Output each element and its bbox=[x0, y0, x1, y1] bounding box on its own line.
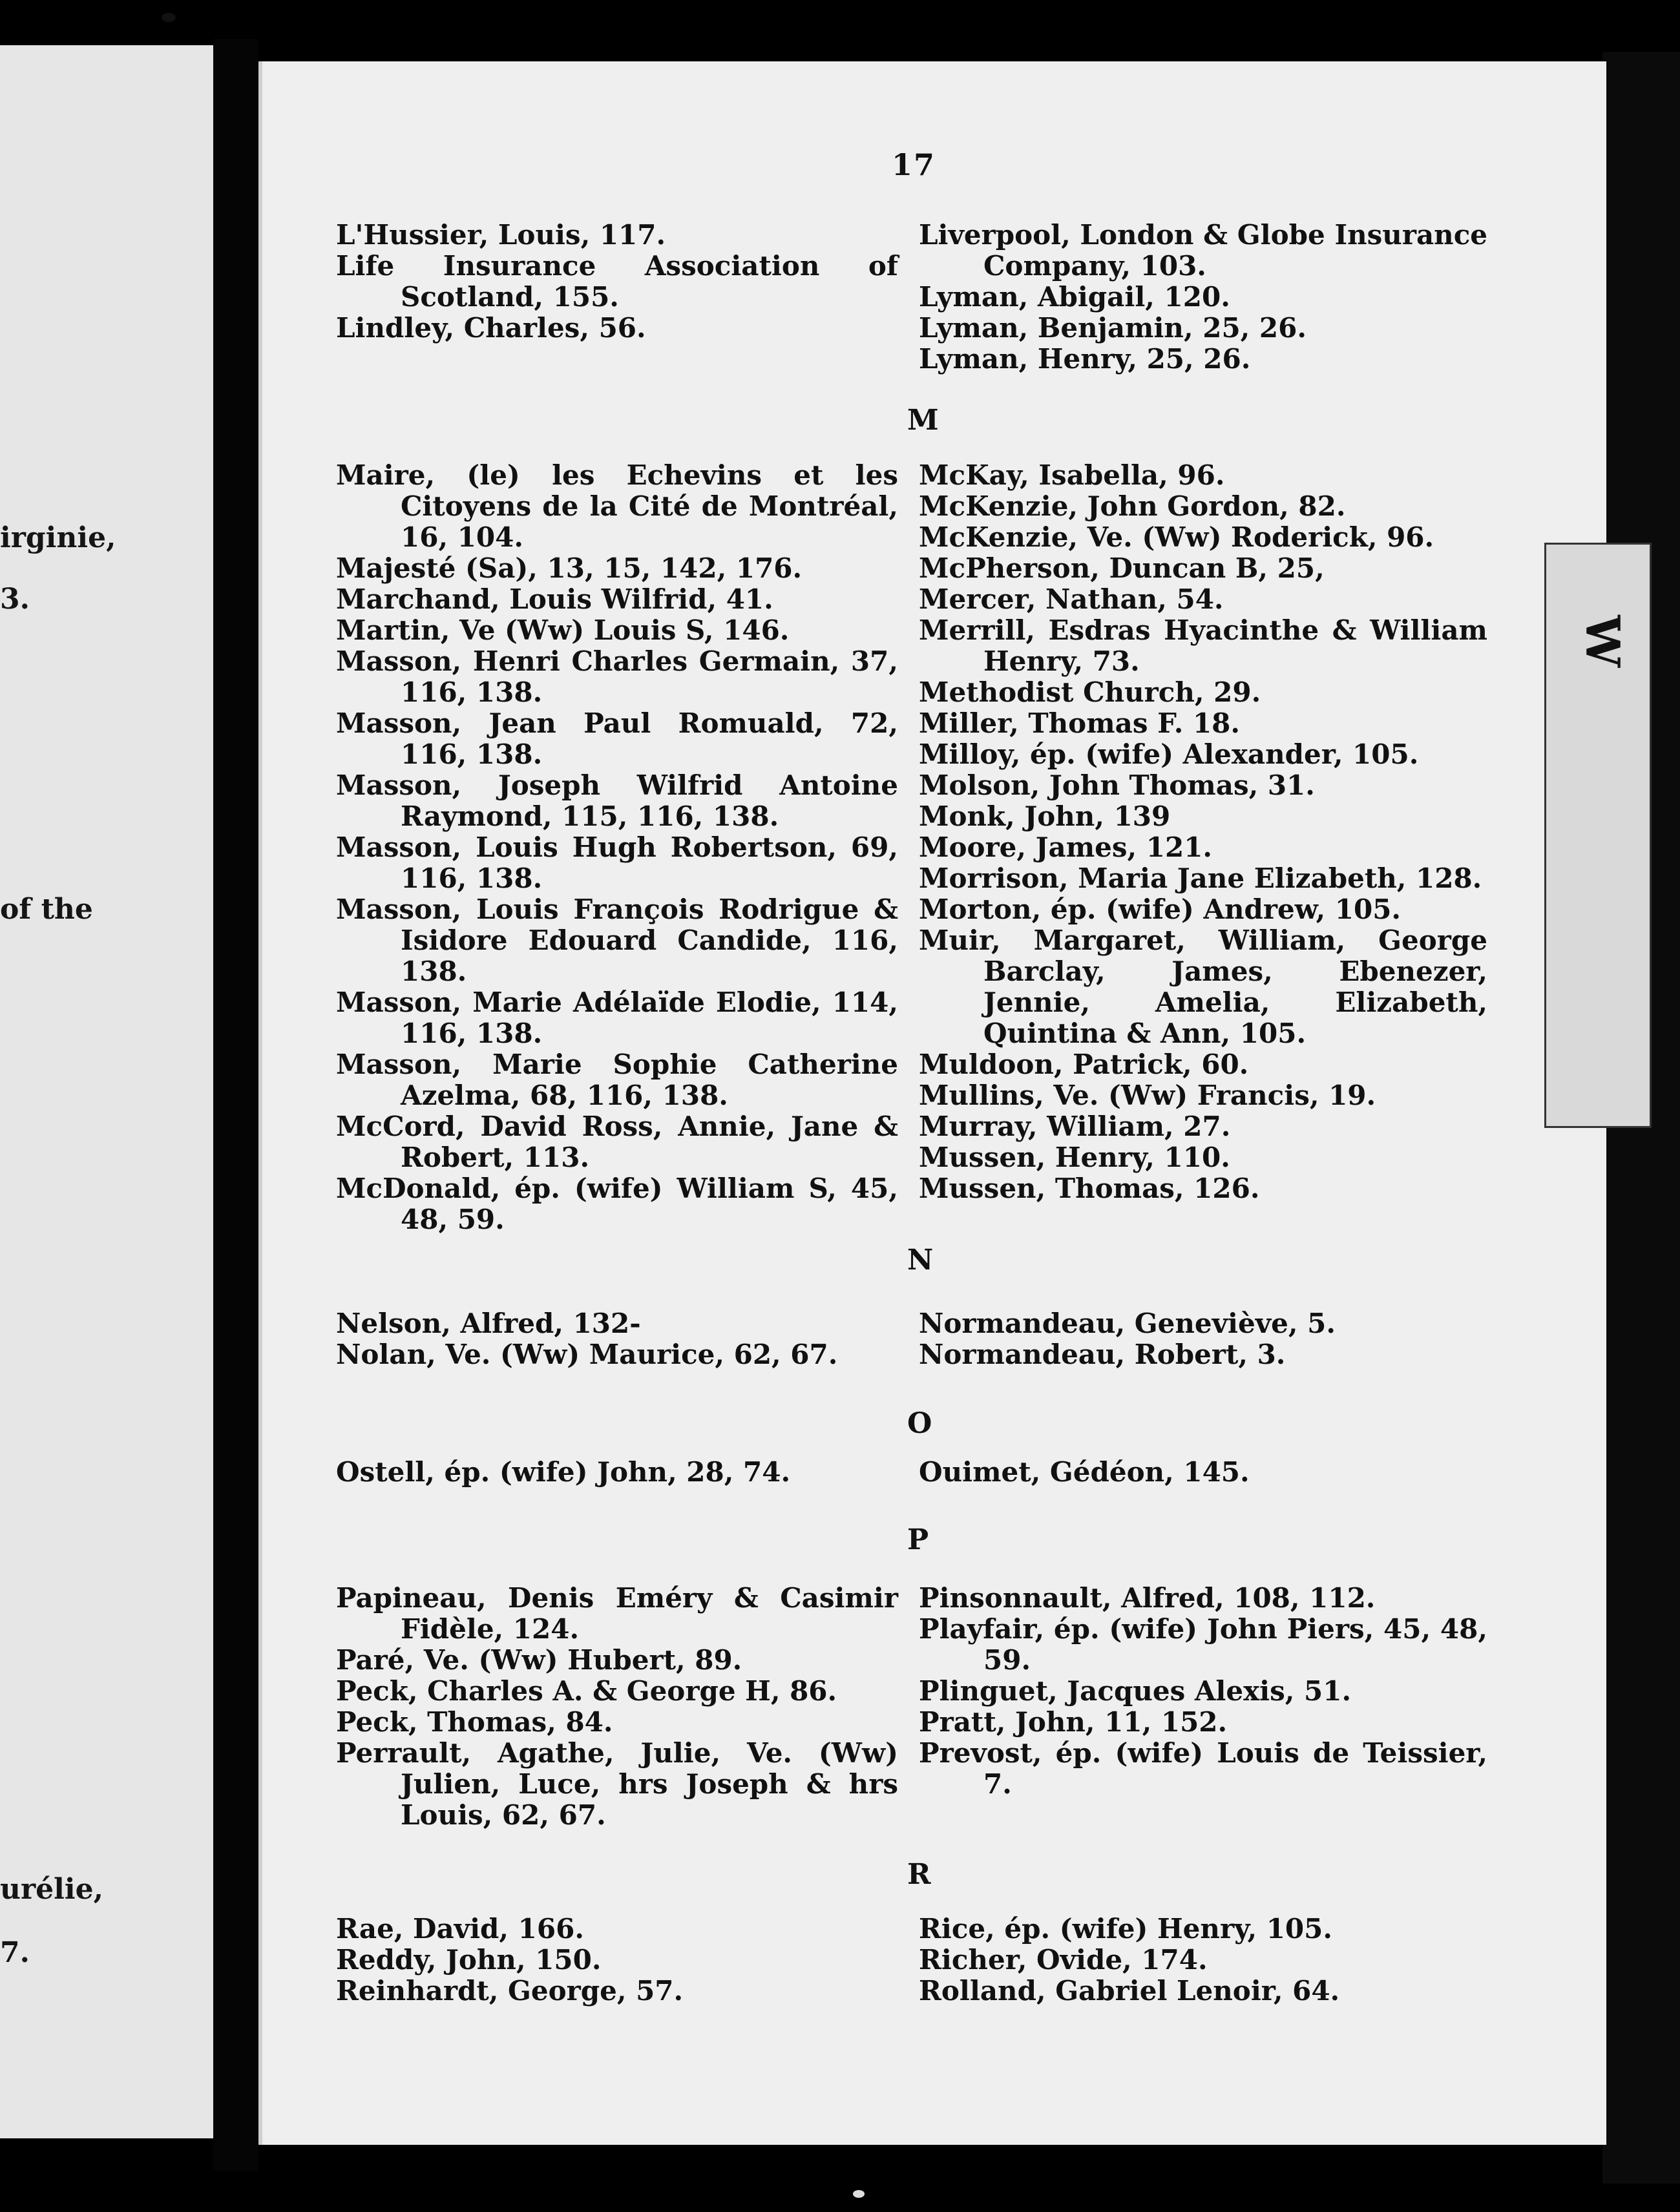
index-entry: Ostell, ép. (wife) John, 28, 74. bbox=[336, 1456, 791, 1488]
index-entry: McKay, Isabella, 96. bbox=[919, 459, 1225, 491]
index-entry: Majesté (Sa), 13, 15, 142, 176. bbox=[336, 552, 803, 584]
index-entry: McCord, David Ross, Annie, Jane & Robert, 113. bbox=[336, 1111, 898, 1173]
index-entry: Pratt, John, 11, 152. bbox=[919, 1706, 1228, 1738]
index-entry: McPherson, Duncan B, 25, bbox=[919, 552, 1325, 584]
scan-speck bbox=[162, 13, 176, 22]
index-entry: Masson, Joseph Wilfrid Antoine Raymond, 115, 116, 138. bbox=[336, 769, 898, 832]
index-entry: Plinguet, Jacques Alexis, 51. bbox=[919, 1675, 1352, 1707]
section-l-left-column bbox=[336, 220, 898, 344]
index-entry: Normandeau, Robert, 3. bbox=[919, 1339, 1286, 1370]
left-page-fragment: 7. bbox=[0, 1936, 30, 1969]
index-entry: Muir, Margaret, William, George Barclay, James, Ebenezer, Jennie, Amelia, Elizabeth, Quintina & Ann, 105. bbox=[919, 924, 1487, 1049]
index-entry: Lyman, Henry, 25, 26. bbox=[919, 343, 1251, 375]
scan-speck bbox=[853, 2190, 865, 2198]
index-entry: Peck, Thomas, 84. bbox=[336, 1706, 613, 1738]
index-entry: Moore, James, 121. bbox=[919, 831, 1213, 863]
index-entry: Marchand, Louis Wilfrid, 41. bbox=[336, 583, 773, 615]
index-entry: Mussen, Henry, 110. bbox=[919, 1142, 1230, 1173]
section-letter-n: N bbox=[907, 1244, 934, 1277]
index-entry: Maire, (le) les Echevins et les Citoyens de la Cité de Montréal, 16, 104. bbox=[336, 459, 898, 553]
index-entry: Peck, Charles A. & George H, 86. bbox=[336, 1675, 837, 1707]
index-entry: Nolan, Ve. (Ww) Maurice, 62, 67. bbox=[336, 1339, 838, 1370]
index-entry: Life Insurance Association of Scotland, 155. bbox=[336, 250, 898, 313]
section-m-right-column bbox=[919, 460, 1487, 1204]
index-entry: Milloy, ép. (wife) Alexander, 105. bbox=[919, 738, 1419, 770]
section-n-right-column bbox=[919, 1308, 1487, 1370]
index-entry: Lyman, Benjamin, 25, 26. bbox=[919, 312, 1307, 344]
section-l-right-column bbox=[919, 220, 1487, 375]
index-entry: Rolland, Gabriel Lenoir, 64. bbox=[919, 1975, 1340, 2007]
index-entry: McKenzie, Ve. (Ww) Roderick, 96. bbox=[919, 521, 1434, 553]
section-o-left-column bbox=[336, 1457, 898, 1488]
section-letter-r: R bbox=[907, 1858, 931, 1891]
left-page-fragment: 3. bbox=[0, 583, 30, 616]
index-entry: Lyman, Abigail, 120. bbox=[919, 281, 1230, 313]
section-r-right-column bbox=[919, 1914, 1487, 2007]
index-entry: Mullins, Ve. (Ww) Francis, 19. bbox=[919, 1080, 1376, 1111]
index-entry: Reinhardt, George, 57. bbox=[336, 1975, 684, 2007]
index-entry: Muldoon, Patrick, 60. bbox=[919, 1049, 1249, 1080]
index-entry: Papineau, Denis Eméry & Casimir Fidèle, 124. bbox=[336, 1582, 898, 1645]
index-entry: L'Hussier, Louis, 117. bbox=[336, 219, 666, 251]
index-entry: Masson, Louis François Rodrigue & Isidore Edouard Candide, 116, 138. bbox=[336, 893, 898, 987]
index-entry: Pinsonnault, Alfred, 108, 112. bbox=[919, 1582, 1376, 1614]
index-entry: Playfair, ép. (wife) John Piers, 45, 48, 59. bbox=[919, 1613, 1487, 1676]
index-entry: Rice, ép. (wife) Henry, 105. bbox=[919, 1913, 1332, 1945]
index-entry: Perrault, Agathe, Julie, Ve. (Ww) Julien, Luce, hrs Joseph & hrs Louis, 62, 67. bbox=[336, 1737, 898, 1831]
index-entry: Rae, David, 166. bbox=[336, 1913, 584, 1945]
index-entry: Normandeau, Geneviève, 5. bbox=[919, 1308, 1336, 1339]
index-entry: Masson, Henri Charles Germain, 37, 116, 138. bbox=[336, 645, 898, 708]
section-p-right-column bbox=[919, 1583, 1487, 1800]
section-n-left-column bbox=[336, 1308, 898, 1370]
index-entry: Merrill, Esdras Hyacinthe & William Henry, 73. bbox=[919, 614, 1487, 677]
index-entry: Ouimet, Gédéon, 145. bbox=[919, 1456, 1250, 1488]
index-entry: Prevost, ép. (wife) Louis de Teissier, 7. bbox=[919, 1737, 1487, 1800]
index-entry: Masson, Marie Adélaïde Elodie, 114, 116, 138. bbox=[336, 986, 898, 1049]
index-entry: Methodist Church, 29. bbox=[919, 676, 1261, 708]
page-number: 17 bbox=[892, 147, 936, 182]
left-page-fragment: irginie, bbox=[0, 521, 116, 554]
index-entry: Nelson, Alfred, 132- bbox=[336, 1308, 641, 1339]
index-entry: Miller, Thomas F. 18. bbox=[919, 707, 1241, 739]
index-entry: Paré, Ve. (Ww) Hubert, 89. bbox=[336, 1644, 742, 1676]
section-letter-p: P bbox=[907, 1523, 929, 1556]
index-entry: Reddy, John, 150. bbox=[336, 1944, 602, 1976]
index-entry: Martin, Ve (Ww) Louis S, 146. bbox=[336, 614, 790, 646]
section-letter-m: M bbox=[907, 404, 939, 437]
index-entry: Morrison, Maria Jane Elizabeth, 128. bbox=[919, 862, 1482, 894]
index-entry: Molson, John Thomas, 31. bbox=[919, 769, 1315, 801]
index-entry: Richer, Ovide, 174. bbox=[919, 1944, 1208, 1976]
index-entry: Mercer, Nathan, 54. bbox=[919, 583, 1224, 615]
left-page-fragment: of the bbox=[0, 893, 93, 926]
index-entry: Liverpool, London & Globe Insurance Company, 103. bbox=[919, 219, 1487, 282]
book-gutter bbox=[213, 39, 258, 2171]
index-tab-letter: W bbox=[1575, 615, 1630, 667]
index-entry: Masson, Louis Hugh Robertson, 69, 116, 138. bbox=[336, 831, 898, 894]
index-entry: Lindley, Charles, 56. bbox=[336, 312, 646, 344]
index-entry: Masson, Marie Sophie Catherine Azelma, 68, 116, 138. bbox=[336, 1049, 898, 1111]
index-entry: Murray, William, 27. bbox=[919, 1111, 1231, 1142]
section-p-left-column bbox=[336, 1583, 898, 1831]
section-o-right-column bbox=[919, 1457, 1487, 1488]
index-entry: Masson, Jean Paul Romuald, 72, 116, 138. bbox=[336, 707, 898, 770]
index-entry: Morton, ép. (wife) Andrew, 105. bbox=[919, 893, 1402, 925]
index-entry: McKenzie, John Gordon, 82. bbox=[919, 490, 1346, 522]
left-page-fragment: urélie, bbox=[0, 1873, 103, 1906]
index-entry: Monk, John, 139 bbox=[919, 800, 1171, 832]
section-m-left-column bbox=[336, 460, 898, 1235]
left-page-edge bbox=[0, 45, 213, 2138]
index-entry: McDonald, ép. (wife) William S, 45, 48, 59. bbox=[336, 1173, 898, 1235]
section-letter-o: O bbox=[907, 1407, 932, 1440]
index-entry: Mussen, Thomas, 126. bbox=[919, 1173, 1260, 1204]
section-r-left-column bbox=[336, 1914, 898, 2007]
